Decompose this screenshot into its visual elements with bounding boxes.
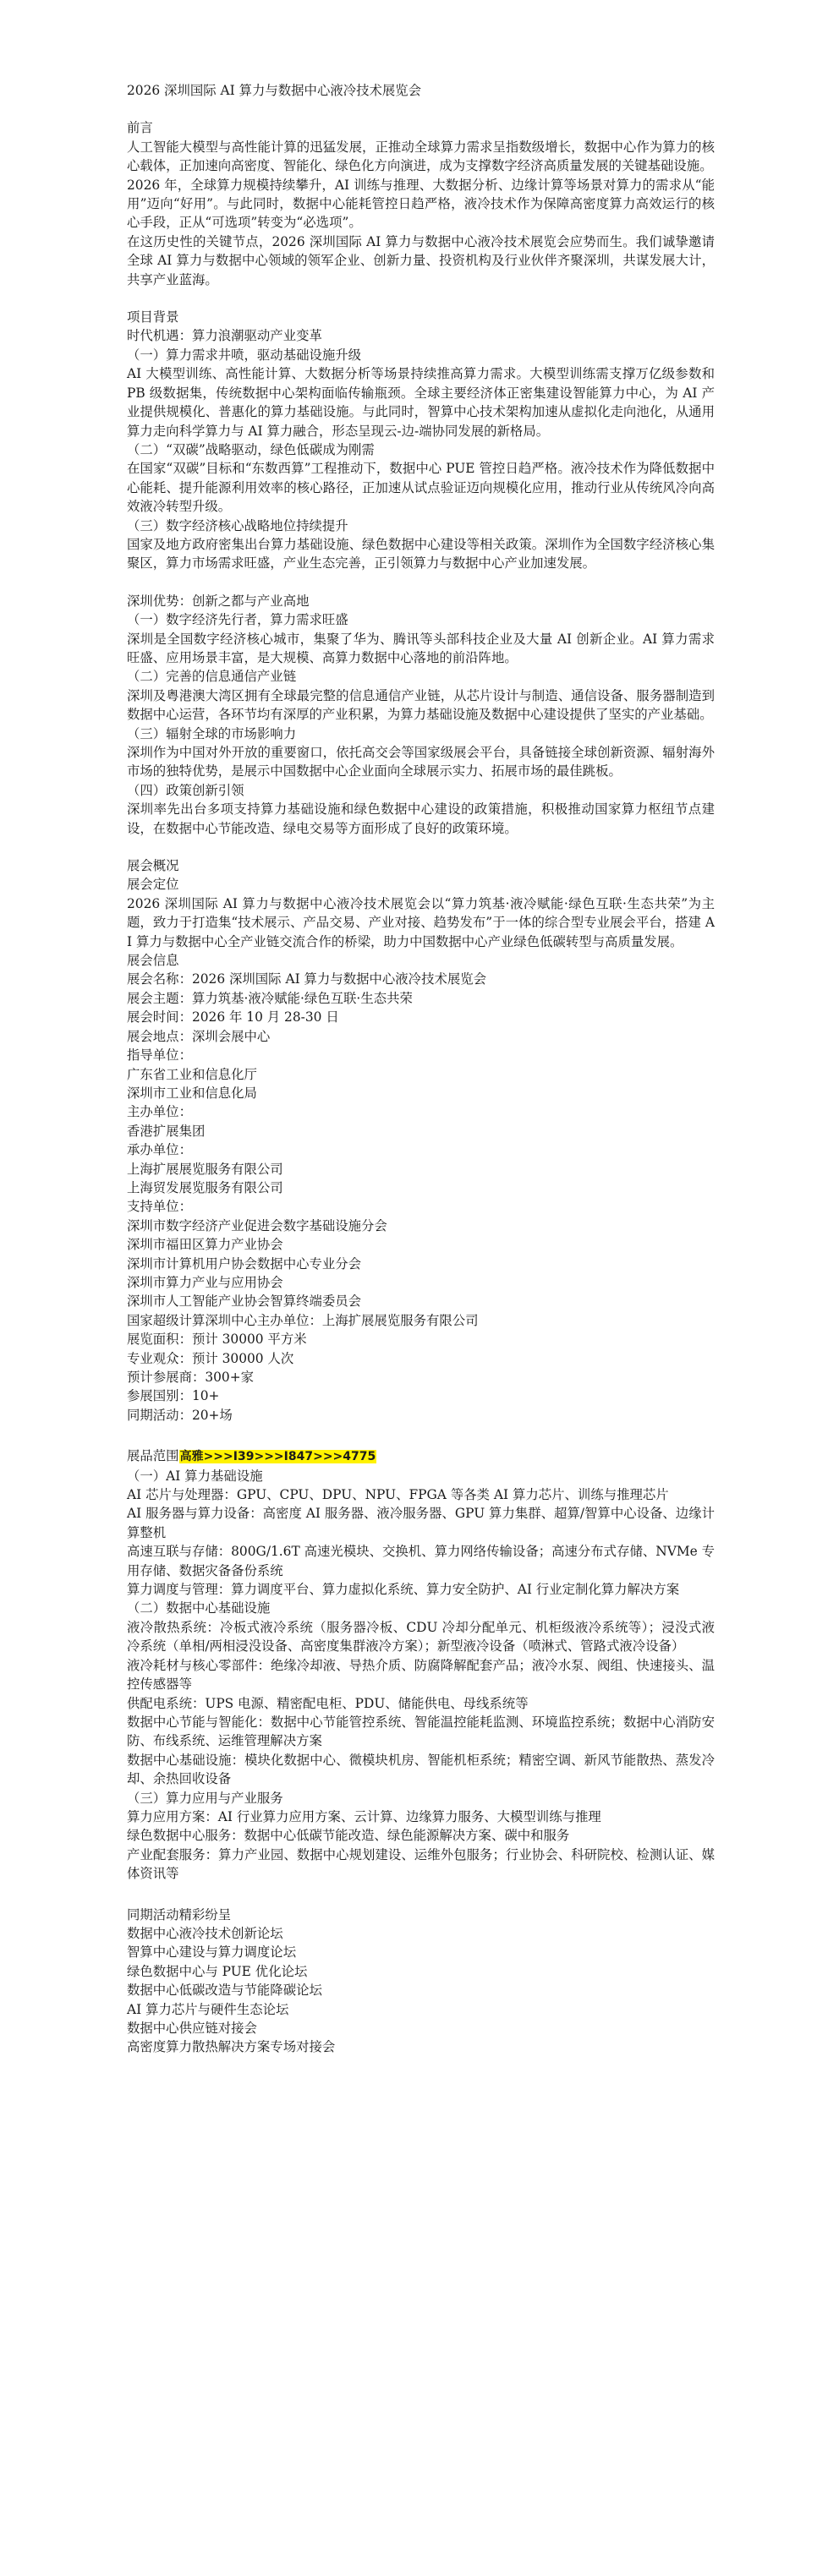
scope-line: 算力调度与管理：算力调度平台、算力虚拟化系统、算力安全防护、AI 行业定制化算力解决方案 (127, 1582, 680, 1598)
preface-paragraph: 人工智能大模型与高性能计算的迅猛发展，正推动全球算力需求呈指数级增长，数据中心作为算力的核心载体，正加速向高密度、智能化、绿色化方向演进，成为支撑数字经济高质量发展的关键基础设施。 (127, 139, 715, 174)
overview-heading: 展会概况 (127, 858, 179, 874)
event-item: AI 算力芯片与硬件生态论坛 (127, 2001, 289, 2017)
scope-line: 高速互联与存储：800G/1.6T 高速光模块、交换机、算力网络传输设备；高速分布式存储、NVMe 专用存储、数据灾备备份系统 (127, 1544, 715, 1578)
info-line: 深圳市人工智能产业协会智算终端委员会 (127, 1293, 362, 1310)
info-line: 专业观众：预计 30000 人次 (127, 1350, 294, 1366)
info-line: 展览面积：预计 30000 平方米 (127, 1332, 307, 1348)
info-line: 香港扩展集团 (127, 1123, 206, 1139)
scope-line: 供配电系统：UPS 电源、精密配电柜、PDU、储能供电、母线系统等 (127, 1695, 529, 1711)
overview-section (127, 856, 715, 1425)
scope-heading-label: 展品范围 (127, 1448, 179, 1464)
info-line: 展会地点：深圳会展中心 (127, 1028, 271, 1044)
background-heading: 项目背景 (127, 309, 179, 325)
info-line: 展会名称：2026 深圳国际 AI 算力与数据中心液冷技术展览会 (127, 971, 487, 987)
scope-section (127, 1447, 715, 1883)
info-line: 参展国别：10+ (127, 1388, 220, 1404)
positioning-text: 2026 深圳国际 AI 算力与数据中心液冷技术展览会以“算力筑基·液冷赋能·绿色互联·生态共荣”为主题，致力于打造集“技术展示、产品交易、产业对接、趋势发布”于一体的综合型专业展会平台，搭建 AI 算力与数据中心全产业链交流合作的桥梁，助力中国数据中心产业绿色低碳转型与高质量发展。 (127, 895, 715, 949)
info-line: 展会时间：2026 年 10 月 28-30 日 (127, 1009, 339, 1025)
preface-heading: 前言 (127, 120, 153, 136)
event-item: 数据中心低碳改造与节能降碳论坛 (127, 1983, 322, 1999)
positioning-heading: 展会定位 (127, 877, 179, 893)
advantages-section (127, 592, 715, 838)
document-page (127, 81, 715, 2057)
info-line: 上海贸发展览服务有限公司 (127, 1179, 283, 1195)
advantages-heading: 深圳优势：创新之都与产业高地 (127, 593, 310, 609)
scope-line: 算力应用方案：AI 行业算力应用方案、云计算、边缘算力服务、大模型训练与推理 (127, 1808, 601, 1824)
info-line: 国家超级计算深圳中心主办单位：上海扩展展览服务有限公司 (127, 1312, 479, 1328)
document-title: 2026 深圳国际 AI 算力与数据中心液冷技术展览会 (127, 83, 422, 98)
contact-highlight: 高雅>>>I39>>>I847>>>4775 (179, 1450, 376, 1464)
event-item: 数据中心供应链对接会 (127, 2021, 257, 2036)
info-line: 深圳市数字经济产业促进会数字基础设施分会 (127, 1217, 387, 1233)
background-item-title: （一）算力需求井喷，驱动基础设施升级 (127, 347, 362, 363)
scope-section-title: （二）数据中心基础设施 (127, 1600, 271, 1616)
info-line: 深圳市计算机用户协会数据中心专业分会 (127, 1255, 362, 1272)
advantage-item-title: （二）完善的信息通信产业链 (127, 669, 297, 685)
background-item-title: （三）数字经济核心战略地位持续提升 (127, 517, 348, 533)
event-item: 绿色数据中心与 PUE 优化论坛 (127, 1963, 308, 1979)
event-item: 数据中心液冷技术创新论坛 (127, 1925, 283, 1941)
scope-line: 数据中心节能与智能化：数据中心节能管控系统、智能温控能耗监测、环境监控系统；数据中心消防安防、布线系统、运维管理解决方案 (127, 1714, 715, 1749)
background-item-text: 在国家“双碳”目标和“东数西算”工程推动下，数据中心 PUE 管控日趋严格。液冷技术作为降低数据中心能耗、提升能源利用效率的核心路径，正加速从试点验证迈向规模化应用，推动行业从传统风冷向高效液冷转型升级。 (127, 461, 715, 515)
advantage-item-title: （一）数字经济先行者，算力需求旺盛 (127, 612, 348, 628)
scope-line: 数据中心基础设施：模块化数据中心、微模块机房、智能机柜系统；精密空调、新风节能散热、蒸发冷却、余热回收设备 (127, 1752, 715, 1787)
scope-section-title: （三）算力应用与产业服务 (127, 1790, 283, 1806)
info-line: 上海扩展展览服务有限公司 (127, 1161, 283, 1177)
info-line: 指导单位： (127, 1047, 192, 1064)
events-heading: 同期活动精彩纷呈 (127, 1906, 232, 1922)
background-subheading: 时代机遇：算力浪潮驱动产业变革 (127, 328, 322, 344)
info-line: 广东省工业和信息化厅 (127, 1066, 257, 1082)
scope-section-title: （一）AI 算力基础设施 (127, 1468, 263, 1484)
advantage-item-title: （四）政策创新引领 (127, 782, 244, 798)
advantage-item-text: 深圳是全国数字经济核心城市，集聚了华为、腾讯等头部科技企业及大量 AI 创新企业。AI 算力需求旺盛、应用场景丰富，是大规模、高算力数据中心落地的前沿阵地。 (127, 631, 715, 665)
info-line: 支持单位： (127, 1199, 192, 1215)
background-section (127, 308, 715, 573)
info-line: 展会主题：算力筑基·液冷赋能·绿色互联·生态共荣 (127, 990, 413, 1006)
scope-line: 液冷散热系统：冷板式液冷系统（服务器冷板、CDU 冷却分配单元、机柜级液冷系统等）；浸没式液冷系统（单相/两相浸没设备、高密度集群液冷方案）；新型液冷设备（喷淋式、管路式液冷设备） (127, 1619, 715, 1654)
preface-paragraph: 2026 年，全球算力规模持续攀升，AI 训练与推理、大数据分析、边缘计算等场景对算力的需求从“能用”迈向“好用”。与此同时，数据中心能耗管控日趋严格，液冷技术作为保障高密度算力高效运行的核心手段，正从“可选项”转变为“必选项”。 (127, 177, 715, 231)
background-item-title: （二）“双碳”战略驱动，绿色低碳成为刚需 (127, 441, 375, 457)
info-line: 主办单位： (127, 1104, 192, 1120)
info-heading: 展会信息 (127, 953, 179, 969)
advantage-item-text: 深圳作为中国对外开放的重要窗口，依托高交会等国家级展会平台，具备链接全球创新资源、辐射海外市场的独特优势，是展示中国数据中心企业面向全球展示实力、拓展市场的最佳跳板。 (127, 745, 715, 779)
background-item-text: 国家及地方政府密集出台算力基础设施、绿色数据中心建设等相关政策。深圳作为全国数字经济核心集聚区，算力市场需求旺盛，产业生态完善，正引领算力与数据中心产业加速发展。 (127, 536, 715, 572)
info-line: 深圳市福田区算力产业协会 (127, 1237, 283, 1253)
background-item-text: AI 大模型训练、高性能计算、大数据分析等场景持续推高算力需求。大模型训练需支撑万亿级参数和 PB 级数据集，传统数据中心架构面临传输瓶颈。全球主要经济体正密集建设智能算力中心，为 AI 产业提供规模化、普惠化的算力基础设施。与此同时，智算中心技术架构加速从虚拟化走向池化，从通用算力走向科学算力与 AI 算力融合，形态呈现云-边-端协同发展的新格局。 (127, 366, 715, 439)
event-item: 高密度算力散热解决方案专场对接会 (127, 2039, 336, 2055)
scope-line: AI 芯片与处理器：GPU、CPU、DPU、NPU、FPGA 等各类 AI 算力芯片、训练与推理芯片 (127, 1487, 669, 1503)
info-line: 同期活动：20+场 (127, 1407, 233, 1423)
preface-paragraph: 在这历史性的关键节点，2026 深圳国际 AI 算力与数据中心液冷技术展览会应势而生。我们诚挚邀请全球 AI 算力与数据中心领域的领军企业、创新力量、投资机构及行业伙伴齐聚深圳，共谋发展大计，共享产业蓝海。 (127, 233, 715, 287)
advantage-item-text: 深圳率先出台多项支持算力基础设施和绿色数据中心建设的政策措施，积极推动国家算力枢纽节点建设，在数据中心节能改造、绿电交易等方面形成了良好的政策环境。 (127, 801, 715, 836)
info-line: 深圳市工业和信息化局 (127, 1085, 257, 1101)
info-line: 预计参展商：300+家 (127, 1370, 255, 1385)
scope-line: 液冷耗材与核心零部件：绝缘冷却液、导热介质、防腐降解配套产品；液冷水泵、阀组、快速接头、温控传感器等 (127, 1657, 715, 1693)
advantage-item-title: （三）辐射全球的市场影响力 (127, 725, 297, 741)
scope-line: AI 服务器与算力设备：高密度 AI 服务器、液冷服务器、GPU 算力集群、超算/智算中心设备、边缘计算整机 (127, 1506, 715, 1540)
info-line: 承办单位： (127, 1142, 192, 1158)
advantage-item-text: 深圳及粤港澳大湾区拥有全球最完整的信息通信产业链，从芯片设计与制造、通信设备、服务器制造到数据中心运营，各环节均有深厚的产业积累，为算力基础设施及数据中心建设提供了坚实的产业基础。 (127, 687, 715, 723)
scope-line: 产业配套服务：算力产业园、数据中心规划建设、运维外包服务；行业协会、科研院校、检测认证、媒体资讯等 (127, 1846, 715, 1882)
scope-line: 绿色数据中心服务：数据中心低碳节能改造、绿色能源解决方案、碳中和服务 (127, 1828, 570, 1844)
event-item: 智算中心建设与算力调度论坛 (127, 1944, 297, 1961)
info-line: 深圳市算力产业与应用协会 (127, 1274, 283, 1290)
events-section (127, 1906, 715, 2057)
scope-heading (127, 1447, 715, 1466)
preface-section (127, 118, 715, 289)
